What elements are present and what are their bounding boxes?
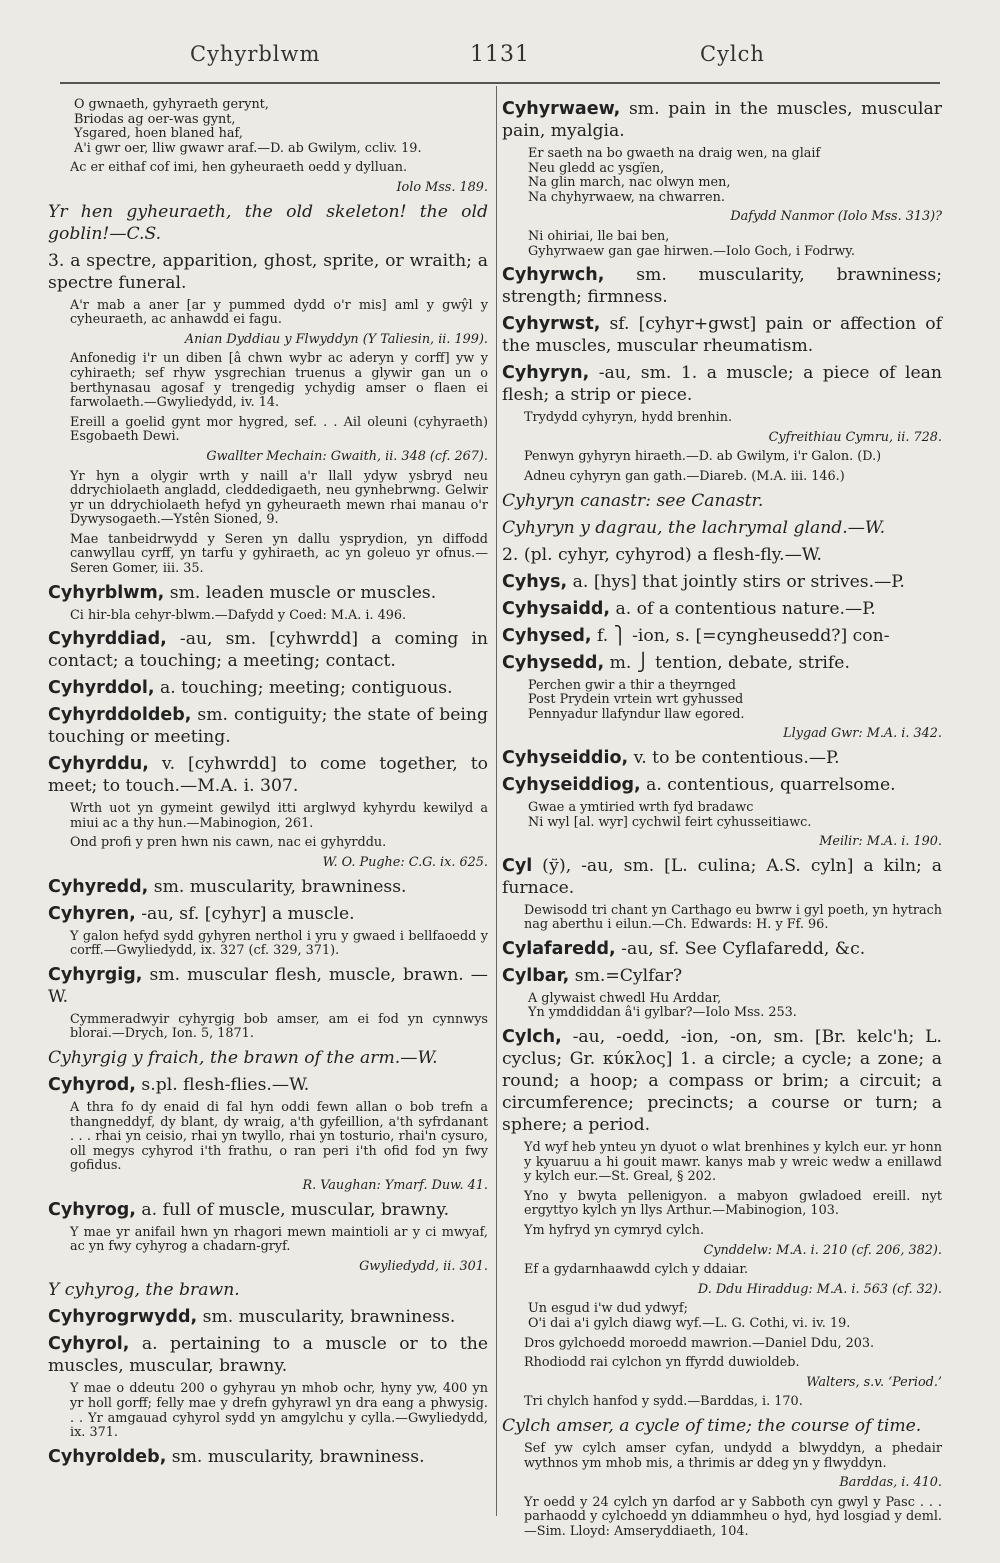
- definition-text: sm. muscular flesh, muscle, brawn. —W.: [48, 964, 488, 1007]
- headword: Cyhysed,: [502, 625, 592, 646]
- citation-source: Dafydd Nanmor (Iolo Mss. 313)?: [730, 209, 942, 225]
- headword: Cyl: [502, 855, 533, 876]
- definition-text: Y cyhyrog, the brawn.: [48, 1280, 240, 1301]
- citation-quote: Yr hyn a olygir wrth y naill a'r llall ydyw ysbryd neu ddrychiolaeth angladd, cleddedigaeth, neu gynhebrwng. Gelwir yr un ddrychiolaeth hefyd yn gyheuraeth mewn rhai manau o'r Dywysogaeth.—Ystên Sioned, 9.: [70, 468, 488, 528]
- dictionary-entry: [502, 938, 942, 960]
- headword: Cyhyrogrwydd,: [48, 1307, 198, 1328]
- citation-quote: Dros gylchoedd moroedd mawrion.—Daniel Ddu, 203.: [524, 1335, 875, 1351]
- dictionary-entry: [502, 1415, 942, 1437]
- dictionary-entry: [502, 965, 942, 987]
- definition-text: (ў), -au, sm. [L. culina; A.S. cyln] a kiln; a furnace.: [502, 855, 942, 898]
- definition-text: Cyhyrgig y fraich, the brawn of the arm.—W.: [48, 1048, 438, 1068]
- dictionary-entry: [48, 903, 488, 925]
- citation-source: Cynddelw: M.A. i. 210 (cf. 206, 382).: [703, 1242, 942, 1258]
- citation-quote: Gwae a ymtiried wrth fyd bradawc Ni wyl [al. wyr] cychwil feirt cyhusseitiawc.: [528, 799, 812, 830]
- citation-quote: Ef a gydarnhaawdd cylch y ddaiar.: [524, 1262, 749, 1278]
- citation-quote: Yd wyf heb ynteu yn dyuot o wlat brenhines y kylch eur. yr honn y kyuaruu a hi gouit mawr. kanys mab y wreic wedw a enillawd y kylch eur.—St. Greal, § 202.: [524, 1140, 942, 1185]
- headword: Cyhyredd,: [48, 876, 149, 897]
- headword: Cyhyseiddio,: [502, 747, 629, 768]
- definition-text: sm. muscularity, brawniness.: [166, 1446, 425, 1467]
- headword: Cyhyrol,: [48, 1334, 130, 1355]
- dictionary-entry: [48, 1446, 488, 1468]
- dictionary-entry: [502, 362, 942, 406]
- definition-text: 2. (pl. cyhyr, cyhyrod) a flesh-fly.—W.: [502, 544, 822, 565]
- headword: Cylbar,: [502, 965, 570, 986]
- headword: Cylch,: [502, 1027, 562, 1048]
- headword: Cyhyrddol,: [48, 678, 155, 699]
- definition-text: a. touching; meeting; contiguous.: [154, 678, 453, 699]
- citation-quote: Y galon hefyd sydd gyhyren nerthol i yru y gwaed i bellfaoedd y corff.—Gwyliedydd, ix. 327 (cf. 329, 371).: [70, 928, 488, 959]
- left-column: [48, 98, 488, 1508]
- citation-quote: Mae tanbeidrwydd y Seren yn dallu ysprydion, yn diffodd canwyllau cyrff, yn tarfu y gyhiraeth, ac yn goleuo yr ofnus.—Seren Gomer, iii. 35.: [70, 531, 488, 577]
- headword: Cyhysaidd,: [502, 598, 611, 619]
- header-rule: [60, 82, 940, 84]
- dictionary-entry: [502, 571, 942, 593]
- definition-text: 3. a spectre, apparition, ghost, sprite, or wraith; a spectre funeral.: [48, 250, 488, 293]
- dictionary-entry: [502, 747, 942, 769]
- page-number: 1131: [470, 42, 530, 67]
- citation-quote: Yno y bwyta pellenigyon. a mabyon gwladoed ereill. nyt ergyttyo kylch yn llys Arthur.—Mabinogion, 103.: [524, 1188, 942, 1219]
- citation-source: Cyfreithiau Cymru, ii. 728.: [768, 429, 942, 445]
- citation-quote: Y mae o ddeutu 200 o gyhyrau yn mhob ochr, hyny yw, 400 yn yr holl gorff; felly mae y drefn gyhyrawl yn dra eang a phwysig. . . Yr amgauad cyhyrol sydd yn amgylchu y cylla.—Gwyliedydd, ix. 371.: [70, 1381, 488, 1441]
- definition-text: sm. muscularity, brawniness.: [148, 876, 407, 897]
- definition-text: Cyhyryn y dagrau, the lachrymal gland.—W.: [502, 517, 886, 538]
- definition-text: f. ⎫ -ion, s. [=cyngheusedd?] con-: [591, 625, 890, 646]
- citation-quote: Rhodiodd rai cylchon yn ffyrdd duwioldeb.: [524, 1355, 800, 1371]
- headword: Cyhyryn,: [502, 363, 590, 384]
- citation-source: Gwallter Mechain: Gwaith, ii. 348 (cf. 267).: [206, 448, 488, 464]
- definition-text: -au, sf. [cyhyr] a muscle.: [135, 903, 355, 924]
- headword: Cyhyrgig,: [48, 964, 143, 985]
- definition-text: -au, sf. See Cyflafaredd, &c.: [615, 938, 866, 959]
- citation-source: Gwyliedydd, ii. 301.: [359, 1258, 488, 1274]
- citation-quote: Ym hyfryd yn cymryd cylch.: [524, 1223, 705, 1239]
- citation-source: Iolo Mss. 189.: [396, 179, 488, 195]
- definition-text: sm. contiguity; the state of being touching or meeting.: [48, 705, 488, 748]
- headword: Cyhyroldeb,: [48, 1446, 167, 1467]
- headword: Cylafaredd,: [502, 938, 616, 959]
- running-head-right: Cylch: [700, 42, 765, 66]
- citation-quote: A glywaist chwedl Hu Arddar, Yn ymddiddan â'i gylbar?—Iolo Mss. 253.: [528, 990, 797, 1021]
- citation-source: Barddas, i. 410.: [839, 1475, 942, 1491]
- citation-quote: Yr oedd y 24 cylch yn darfod ar y Sabboth cyn gwyl y Pasc . . . parhaodd y cylchoedd yn ddiammheu o hyd, hyd losgiad y deml.—Sim. Lloyd: Amseryddiaeth, 104.: [524, 1494, 942, 1539]
- dictionary-entry: [48, 753, 488, 797]
- definition-text: -au, sm. [cyhwrdd] a coming in contact; a touching; a meeting; contact.: [48, 629, 488, 672]
- citation-source: W. O. Pughe: C.G. ix. 625.: [322, 855, 488, 871]
- headword: Cyhyrddu,: [48, 754, 149, 775]
- definition-text: sm. muscularity, brawniness.: [197, 1307, 456, 1328]
- definition-text: sm.=Cylfar?: [569, 965, 683, 986]
- citation-source: Meilir: M.A. i. 190.: [819, 834, 942, 850]
- dictionary-entry: [502, 313, 942, 357]
- citation-source: Walters, s.v. ‘Period.’: [806, 1374, 942, 1390]
- dictionary-entry: [48, 1333, 488, 1377]
- definition-text: sm. pain in the muscles, muscular pain, myalgia.: [502, 99, 942, 141]
- citation-quote: Ereill a goelid gynt mor hygred, sef. . . Ail oleuni (cyhyraeth) Esgobaeth Dewi.: [70, 414, 488, 445]
- citation-quote: A thra fo dy enaid di fal hyn oddi fewn allan o bob trefn a thangneddyf, dy blant, dy wraig, a'th gyfeillion, a'th syfrdanant . . . rhai yn ceisio, rhai yn twyllo, rhai yn tosturio, rhai'n cysuro, oll megys cyhyrod i'th frathu, o ran peri i'th ofid fod yn fwy gofidus.: [70, 1100, 488, 1174]
- column-divider: [496, 86, 497, 1516]
- dictionary-entry: [502, 544, 942, 566]
- definition-text: s.pl. flesh-flies.—W.: [135, 1075, 310, 1095]
- citation-quote: O gwnaeth, gyhyraeth gerynt, Briodas ag oer-was gynt, Ysgared, hoen blaned haf, A'i gwr oer, lliw gwawr araf.—D. ab Gwilym, ccliv. 19.: [74, 97, 422, 156]
- headword: Cyhyrog,: [48, 1199, 136, 1220]
- dictionary-entry: [502, 1026, 942, 1136]
- citation-quote: Perchen gwir a thir a theyrnged Post Prydein vrtein wrt gyhussed Pennyadur llafyndur llaw egored.: [528, 677, 745, 722]
- headword: Cyhyrwst,: [502, 314, 601, 335]
- citation-source: R. Vaughan: Ymarf. Duw. 41.: [302, 1177, 488, 1193]
- citation-source: Anian Dyddiau y Flwyddyn (Y Taliesin, ii. 199).: [184, 331, 488, 347]
- definition-text: a. [hys] that jointly stirs or strives.—P.: [567, 571, 905, 592]
- dictionary-entry: [502, 98, 942, 142]
- headword: Cyhyrwaew,: [502, 99, 621, 119]
- dictionary-entry: [502, 774, 942, 796]
- dictionary-entry: [48, 1074, 488, 1096]
- dictionary-entry: [502, 598, 942, 620]
- citation-quote: Er saeth na bo gwaeth na draig wen, na glaif Neu gledd ac ysgïen, Na glin march, nac olwyn men, Na chyhyrwaew, na chwarren.: [528, 146, 821, 205]
- dictionary-entry: [48, 876, 488, 898]
- headword: Cyhyrddiad,: [48, 629, 167, 650]
- definition-text: a. pertaining to a muscle or to the muscles, muscular, brawny.: [48, 1334, 488, 1377]
- running-head-left: Cyhyrblwm: [190, 42, 321, 66]
- citation-quote: Sef yw cylch amser cyfan, undydd a blwyddyn, a phedair wythnos ym mhob mis, a thrimis ar ddeg yn y flwyddyn.: [524, 1440, 942, 1471]
- citation-quote: Trydydd cyhyryn, hydd brenhin.: [524, 410, 733, 426]
- dictionary-entry: [502, 517, 942, 539]
- dictionary-entry: [502, 625, 942, 647]
- headword: Cyhyrwch,: [502, 265, 605, 286]
- headword: Cyhyrod,: [48, 1075, 136, 1095]
- definition-text: Cyhyryn canastr: see Canastr.: [502, 490, 764, 511]
- citation-quote: Ac er eithaf cof imi, hen gyheuraeth oedd y dylluan.: [70, 160, 408, 176]
- headword: Cyhys,: [502, 571, 568, 592]
- definition-text: -au, -oedd, -ion, -on, sm. [Br. kelc'h; L. cyclus; Gr. κύκλος] 1. a circle; a cycle; a zone; a round; a hoop; a compass or brim; a circuit; a circumference; precincts; a course or turn; a sphere; a period.: [502, 1027, 942, 1136]
- dictionary-entry: [502, 652, 942, 674]
- citation-quote: Anfonedig i'r un diben [â chwn wybr ac aderyn y corff] yw y cyhiraeth; sef rhyw ysgrechian truenus a glywir gan un o berthynasau agosaf y trengedig ychydig amser o flaen ei farwolaeth.—Gwyliedydd, iv. 14.: [70, 351, 488, 411]
- citation-quote: Tri chylch hanfod y sydd.—Barddas, i. 170.: [524, 1394, 803, 1410]
- dictionary-entry: [48, 628, 488, 672]
- definition-text: v. to be contentious.—P.: [628, 747, 840, 768]
- definition-text: -au, sm. 1. a muscle; a piece of lean flesh; a strip or piece.: [502, 363, 942, 406]
- citation-quote: Ond profi y pren hwn nis cawn, nac ei gyhyrddu.: [70, 835, 387, 851]
- definition-text: a. of a contentious nature.—P.: [610, 598, 876, 619]
- headword: Cyhyrddoldeb,: [48, 705, 192, 726]
- definition-text: v. [cyhwrdd] to come together, to meet; to touch.—M.A. i. 307.: [48, 754, 488, 797]
- dictionary-entry: [48, 1199, 488, 1221]
- dictionary-entry: [48, 1047, 488, 1069]
- citation-source: D. Ddu Hiraddug: M.A. i. 563 (cf. 32).: [697, 1281, 942, 1297]
- citation-quote: A'r mab a aner [ar y pummed dydd o'r mis] aml y gwŷl y cyheuraeth, ac anhawdd ei fagu.: [70, 297, 488, 328]
- citation-quote: Cymmeradwyir cyhyrgig bob amser, am ei fod yn cynnwys blorai.—Drych, Ion. 5, 1871.: [70, 1011, 488, 1042]
- headword: Cyhyseiddiog,: [502, 774, 641, 795]
- citation-quote: Ci hir-bla cehyr-blwm.—Dafydd y Coed: M.A. i. 496.: [70, 607, 407, 623]
- headword: Cyhyren,: [48, 903, 136, 924]
- dictionary-entry: [48, 964, 488, 1008]
- definition-text: m. ⎭ tention, debate, strife.: [604, 652, 850, 673]
- citation-quote: Un esgud i'w dud ydwyf; O'i dai a'i gylch diawg wyf.—L. G. Cothi, vi. iv. 19.: [528, 1301, 851, 1331]
- definition-text: Yr hen gyheuraeth, the old skeleton! the old goblin!—C.S.: [48, 201, 488, 244]
- dictionary-entry: [48, 704, 488, 748]
- headword: Cyhyrblwm,: [48, 582, 165, 603]
- definition-text: a. contentious, quarrelsome.: [640, 774, 896, 795]
- dictionary-entry: [48, 677, 488, 699]
- definition-text: Cylch amser, a cycle of time; the course of time.: [502, 1415, 922, 1436]
- right-column: [502, 98, 942, 1539]
- citation-quote: Adneu cyhyryn gan gath.—Diareb. (M.A. iii. 146.): [524, 468, 845, 484]
- dictionary-entry: [48, 1306, 488, 1328]
- citation-source: Llygad Gwr: M.A. i. 342.: [783, 726, 942, 742]
- citation-quote: Dewisodd tri chant yn Carthago eu bwrw i gyl poeth, yn hytrach nag aberthu i eilun.—Ch. Edwards: H. y Ff. 96.: [524, 902, 942, 933]
- citation-quote: Wrth uot yn gymeint gewilyd itti arglwyd kyhyrdu kewilyd a miui ac a thy hun.—Mabinogion, 261.: [70, 801, 488, 831]
- definition-text: sm. leaden muscle or muscles.: [164, 582, 437, 603]
- definition-text: sm. muscularity, brawniness; strength; firmness.: [502, 265, 942, 308]
- dictionary-entry: [502, 264, 942, 308]
- definition-text: a. full of muscle, muscular, brawny.: [135, 1199, 450, 1220]
- citation-quote: Penwyn gyhyryn hiraeth.—D. ab Gwilym, i'r Galon. (D.): [524, 449, 882, 465]
- definition-text: sf. [cyhyr+gwst] pain or affection of the muscles, muscular rheumatism.: [502, 314, 942, 357]
- headword: Cyhysedd,: [502, 652, 605, 673]
- dictionary-entry: [48, 1279, 488, 1301]
- dictionary-entry: [48, 250, 488, 294]
- citation-quote: Y mae yr anifail hwn yn rhagori mewn maintioli ar y ci mwyaf, ac yn fwy cyhyrog a chadarn-gryf.: [70, 1224, 488, 1255]
- dictionary-entry: [48, 582, 488, 604]
- dictionary-entry: [502, 490, 942, 512]
- dictionary-entry: [502, 855, 942, 899]
- dictionary-entry: [48, 201, 488, 245]
- citation-quote: Ni ohiriai, lle bai ben, Gyhyrwaew gan gae hirwen.—Iolo Goch, i Fodrwy.: [528, 228, 855, 259]
